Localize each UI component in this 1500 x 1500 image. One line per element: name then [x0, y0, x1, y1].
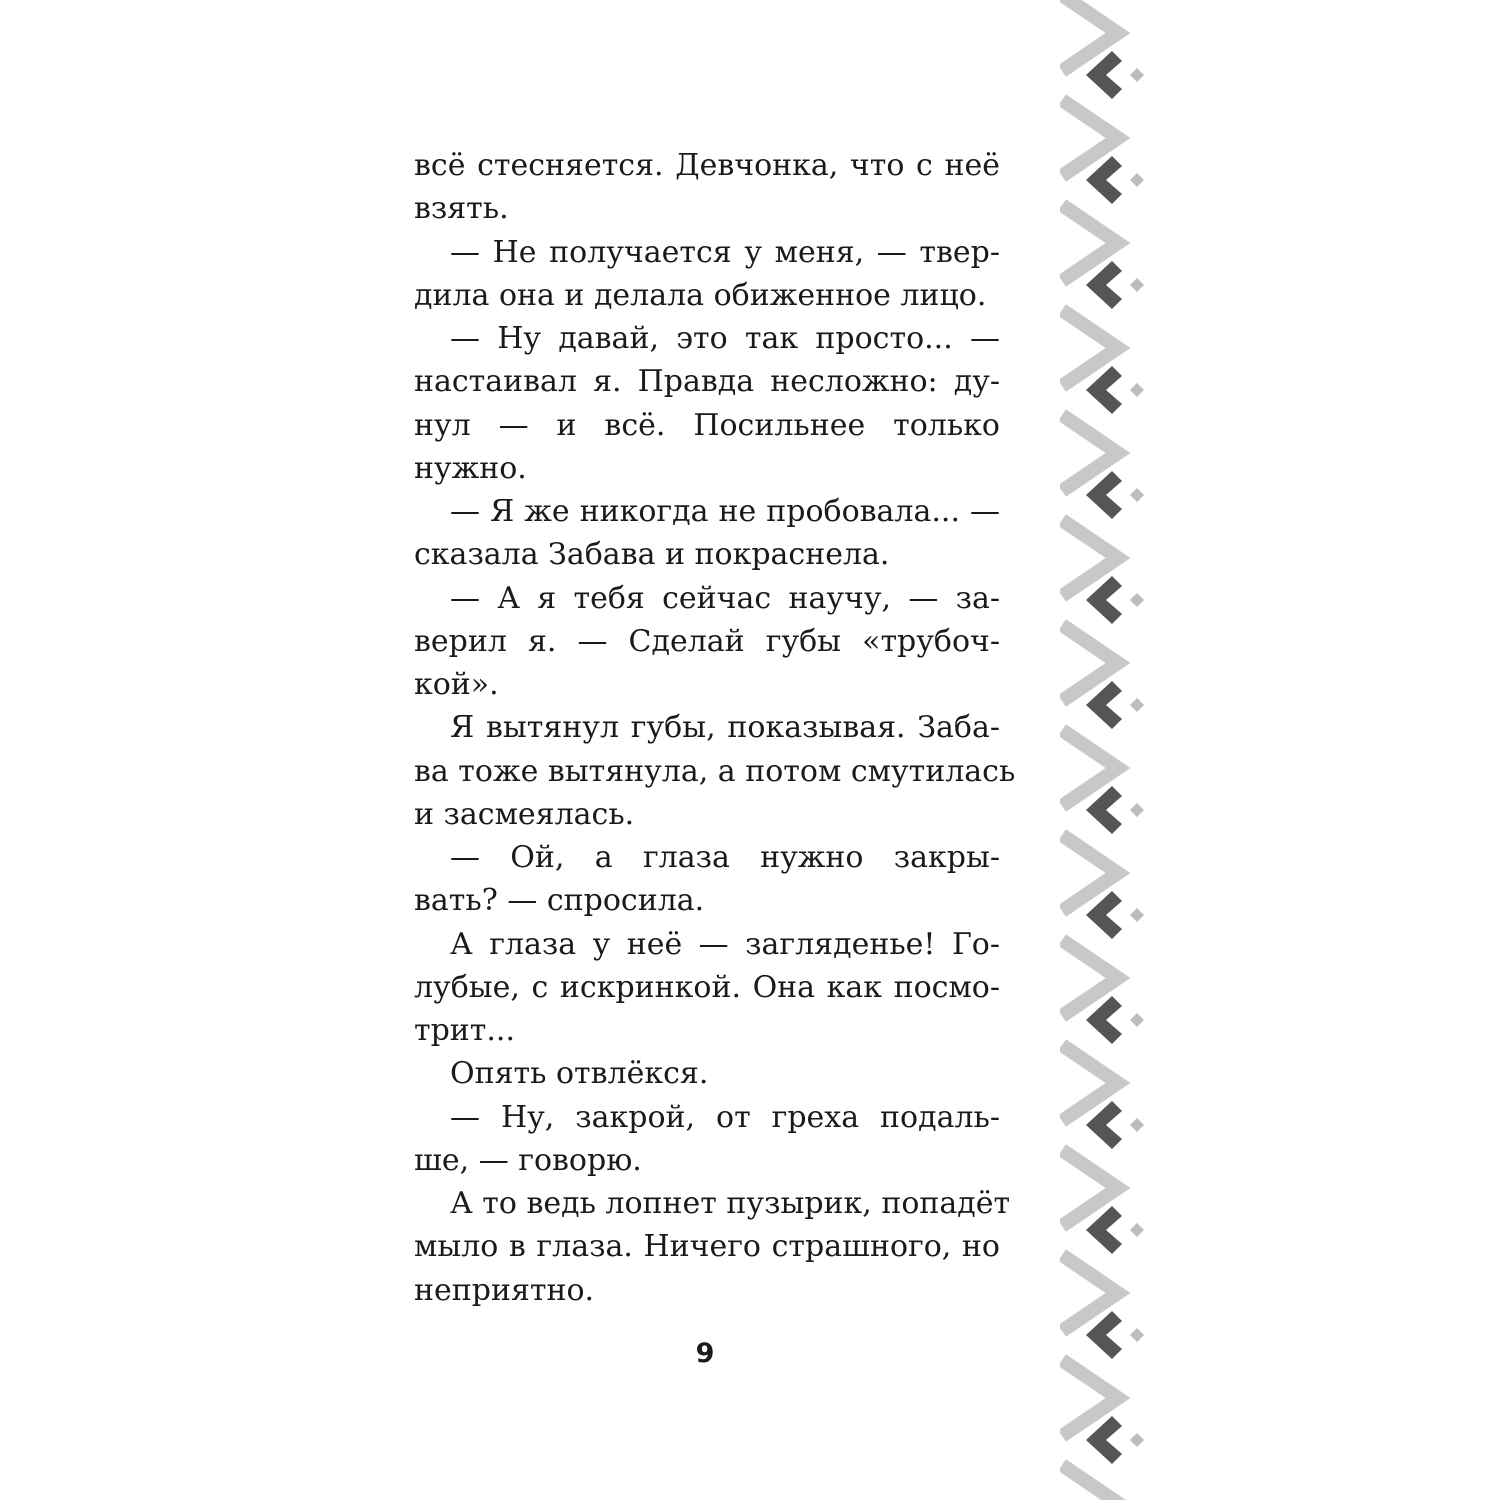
text-line: мыло в глаза. Ничего страшного, но [414, 1229, 1000, 1265]
text-line: всё стесняется. Девчонка, что с неё [414, 148, 1000, 183]
diamond-dot-icon [1130, 488, 1144, 502]
text-line: — Ну, закрой, от греха подаль- [450, 1099, 1000, 1135]
text-line: вать? — спросила. [414, 883, 705, 919]
text-line: А глаза у неё — загляденье! Го- [450, 926, 1000, 962]
diamond-dot-icon [1130, 173, 1144, 187]
text-line: настаивал я. Правда несложно: ду- [414, 364, 1000, 400]
text-line: ше, — говорю. [414, 1142, 642, 1178]
diamond-dot-icon [1130, 278, 1144, 292]
diamond-dot-icon [1130, 1328, 1144, 1342]
text-line: — Не получается у меня, — твер- [450, 234, 1000, 270]
text-line: — Я же никогда не пробовала... — [450, 494, 1000, 529]
text-line: трит... [414, 1013, 516, 1048]
text-line: Я вытянул губы, показывая. Заба- [450, 710, 1000, 746]
diamond-dot-icon [1130, 1433, 1144, 1447]
text-line: — А я тебя сейчас научу, — за- [450, 580, 1000, 616]
diamond-dot-icon [1130, 383, 1144, 397]
diamond-dot-icon [1130, 803, 1144, 817]
text-line: лубые, с искринкой. Она как посмо- [414, 969, 1000, 1005]
diamond-dot-icon [1130, 1223, 1144, 1237]
diamond-dot-icon [1130, 1013, 1144, 1027]
text-line: нужно. [414, 450, 527, 486]
text-line: сказала Забава и покраснела. [414, 537, 890, 573]
diamond-dot-icon [1130, 698, 1144, 712]
text-line: неприятно. [414, 1272, 595, 1308]
text-line: дила она и делала обиженное лицо. [414, 277, 987, 313]
text-line: кой». [414, 667, 499, 702]
text-line: и засмеялась. [414, 796, 635, 832]
text-line: ва тоже вытянула, а потом смутилась [414, 753, 1016, 789]
text-line: — Ой, а глаза нужно закры- [450, 840, 1000, 875]
text-line: взять. [414, 191, 509, 227]
text-line: — Ну давай, это так просто... — [450, 321, 1000, 356]
diamond-dot-icon [1130, 68, 1144, 82]
zigzag-chevron-border-icon [1060, 0, 1160, 1500]
chevron-stripe-icon [1062, 1465, 1118, 1500]
text-line: А то ведь лопнет пузырик, попадёт [450, 1186, 1011, 1221]
text-line: Опять отвлёкся. [450, 1056, 709, 1092]
text-line: верил я. — Сделай губы «трубоч- [414, 623, 1000, 659]
diamond-dot-icon [1130, 593, 1144, 607]
diamond-dot-icon [1130, 1118, 1144, 1132]
diamond-dot-icon [1130, 908, 1144, 922]
page-number: 9 [695, 1338, 715, 1369]
body-text [414, 144, 1016, 1312]
text-line: нул — и всё. Посильнее только [414, 407, 1000, 443]
